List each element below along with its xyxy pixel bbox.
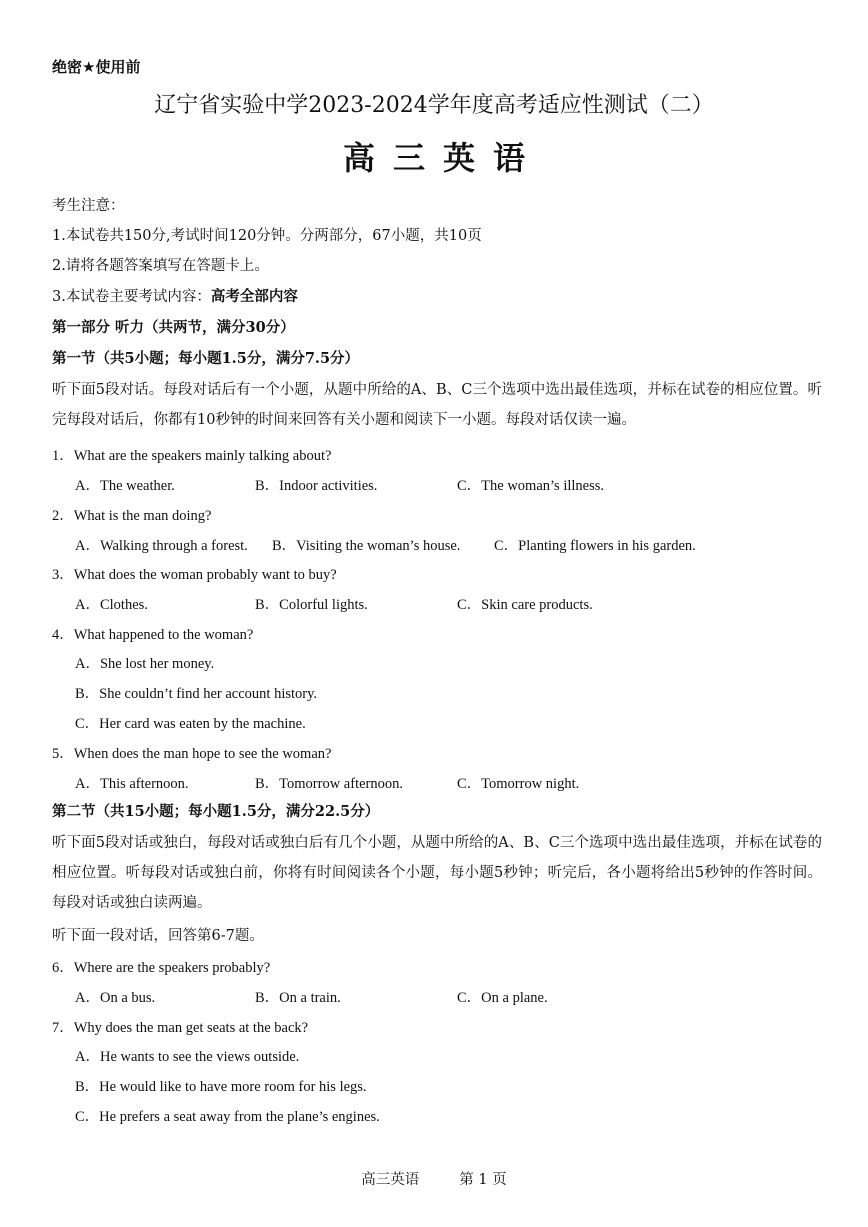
- page-footer: [0, 1168, 868, 1189]
- question-1-option-c: C．The woman’s illness.: [457, 478, 605, 494]
- confidential-label: 绝密★使用前: [52, 58, 141, 76]
- notice-item-3-prefix: 3.本试卷主要考试内容：: [52, 289, 211, 305]
- question-7: 7．Why does the man get seats at the back?: [52, 1020, 309, 1036]
- subject-title: 高三英语: [342, 139, 543, 177]
- question-5: 5．When does the man hope to see the woman?: [52, 746, 332, 762]
- section2-title: 第二节（共15小题；每小题1.5分，满分22.5分）: [52, 803, 380, 820]
- question-6-option-a: A．On a bus.: [75, 990, 156, 1006]
- question-2: 2．What is the man doing?: [52, 508, 212, 524]
- notice-item-3: [52, 287, 298, 307]
- footer-page-number: 第 1 页: [459, 1172, 507, 1188]
- question-3: 3．What does the woman probably want to buy?: [52, 567, 337, 583]
- notice-heading: 考生注意：: [52, 198, 125, 214]
- section1-title: 第一节（共5小题；每小题1.5分，满分7.5分）: [52, 350, 360, 367]
- question-4-option-b: B．She couldn’t find her account history.: [75, 686, 318, 702]
- footer-subject: 高三英语: [361, 1172, 420, 1188]
- exam-title: 辽宁省实验中学2023-2024学年度高考适应性测试（二）: [154, 93, 714, 118]
- question-3-option-a: A．Clothes.: [75, 597, 148, 613]
- question-7-option-c: C．He prefers a seat away from the plane’s engines.: [75, 1109, 380, 1125]
- question-1-option-a: A．The weather.: [75, 478, 175, 494]
- question-5-option-b: B．Tomorrow afternoon.: [255, 776, 403, 792]
- question-6-option-b: B．On a train.: [255, 990, 341, 1006]
- question-4-option-a: A．She lost her money.: [75, 656, 215, 672]
- question-6-option-c: C．On a plane.: [457, 990, 548, 1006]
- question-2-option-b: B．Visiting the woman’s house.: [272, 538, 461, 554]
- dialogue-intro: 听下面一段对话，回答第6-7题。: [52, 928, 264, 944]
- question-7-option-a: A．He wants to see the views outside.: [75, 1049, 300, 1065]
- question-3-option-b: B．Colorful lights.: [255, 597, 368, 613]
- section2-instructions: 听下面5段对话或独白，每段对话或独白后有几个小题，从题中所给的A、B、C三个选项中选出最佳选项，并标在试卷的相应位置。听每段对话或独白前，你将有时间阅读各个小题，每小题5秒钟；听完后，各小题将给出5秒钟的作答时间。每段对话或独白读两遍。: [52, 835, 822, 911]
- question-2-option-a: A．Walking through a forest.: [75, 538, 248, 554]
- question-7-option-b: B．He would like to have more room for his legs.: [75, 1079, 367, 1095]
- question-4: 4．What happened to the woman?: [52, 627, 254, 643]
- notice-item-3-bold: 高考全部内容: [210, 288, 298, 305]
- part1-title: 第一部分 听力（共两节，满分30分）: [52, 319, 295, 336]
- question-5-option-c: C．Tomorrow night.: [457, 776, 580, 792]
- question-1-option-b: B．Indoor activities.: [255, 478, 378, 494]
- question-1: 1．What are the speakers mainly talking about?: [52, 448, 332, 464]
- question-2-option-c: C．Planting flowers in his garden.: [494, 538, 696, 554]
- question-3-option-c: C．Skin care products.: [457, 597, 593, 613]
- question-5-option-a: A．This afternoon.: [75, 776, 189, 792]
- question-4-option-c: C．Her card was eaten by the machine.: [75, 716, 306, 732]
- question-6: 6．Where are the speakers probably?: [52, 960, 271, 976]
- notice-item-2: 2.请将各题答案填写在答题卡上。: [52, 258, 269, 274]
- section1-instructions: 听下面5段对话。每段对话后有一个小题，从题中所给的A、B、C三个选项中选出最佳选项，并标在试卷的相应位置。听完每段对话后，你都有10秒钟的时间来回答有关小题和阅读下一小题。每段对话仅读一遍。: [52, 382, 822, 428]
- notice-item-1: 1.本试卷共150分,考试时间120分钟。分两部分，67小题，共10页: [52, 228, 482, 244]
